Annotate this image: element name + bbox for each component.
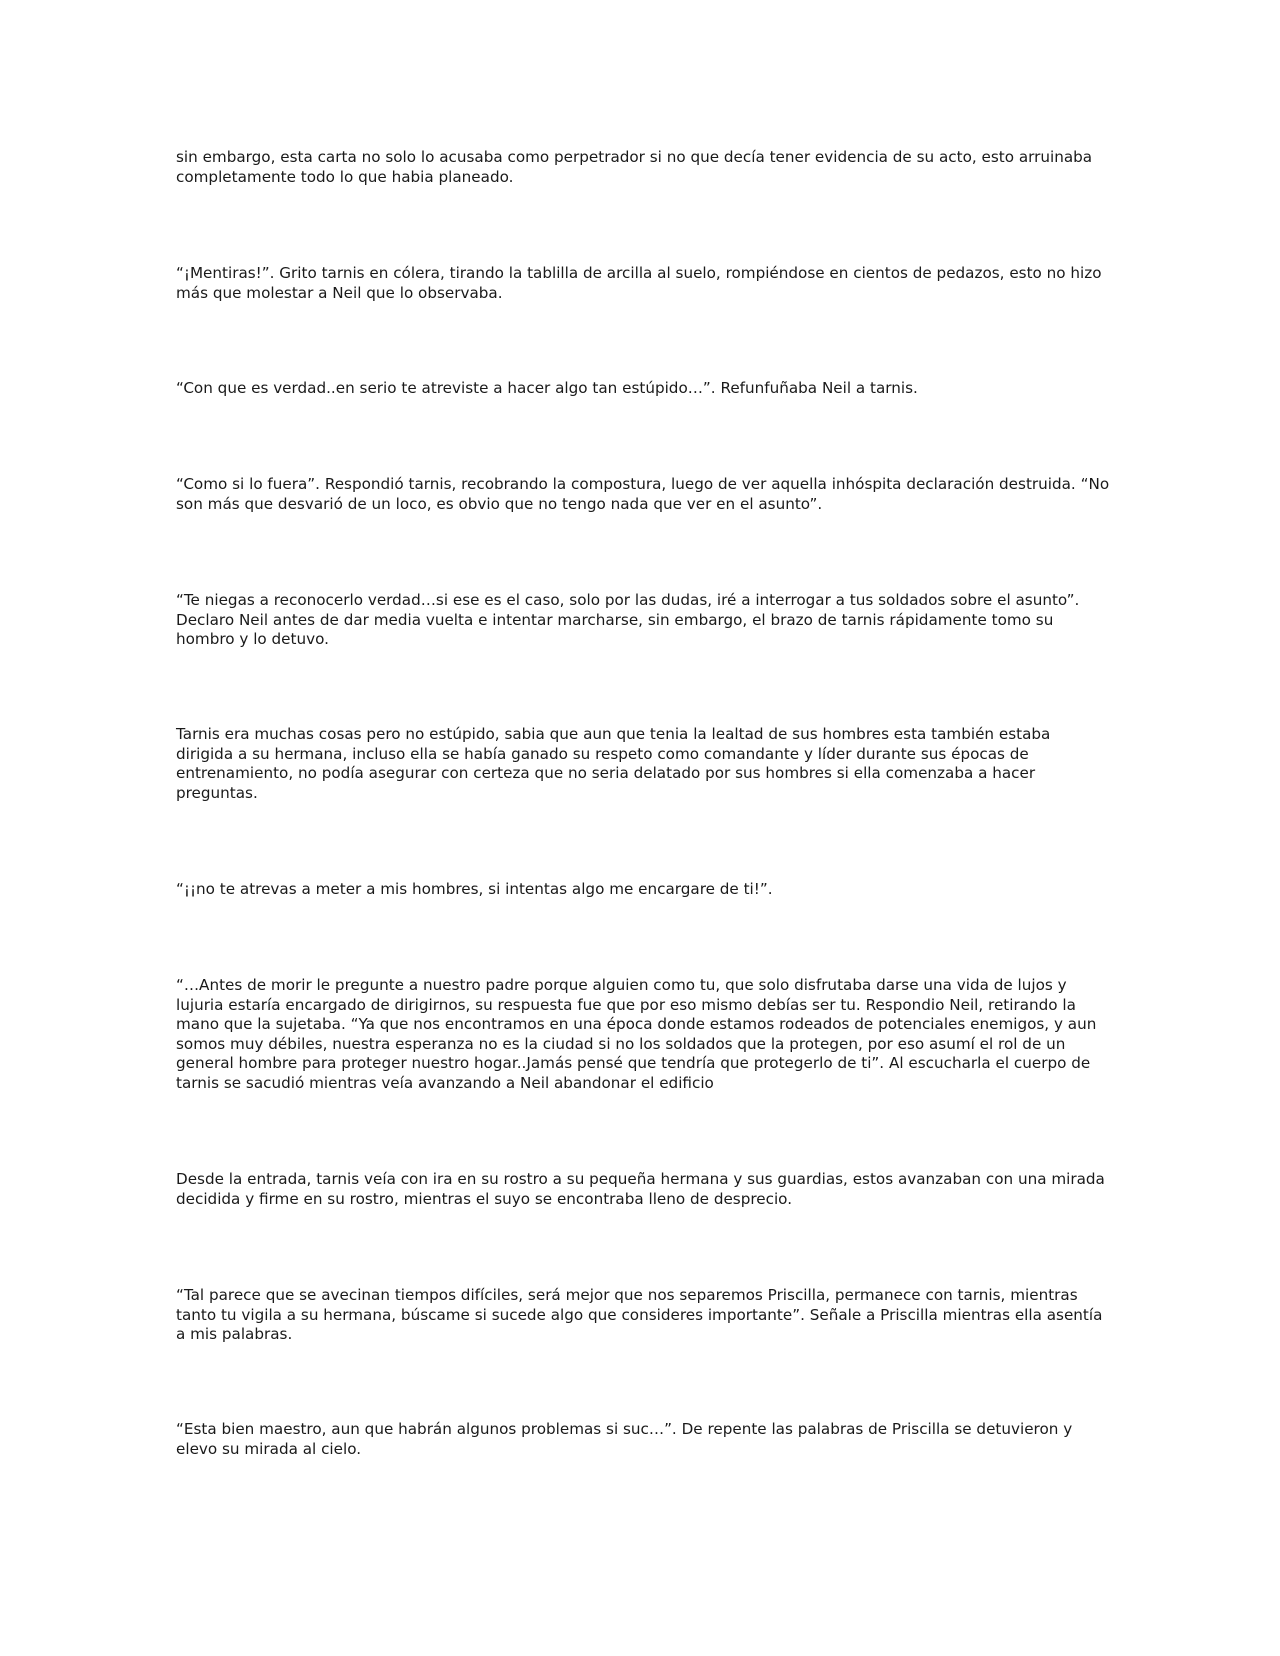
paragraph: “Tal parece que se avecinan tiempos difíciles, será mejor que nos separemos Priscilla, permanece con tarnis, mientras tanto tu vigila a su hermana, búscame si sucede algo que consideres importante”. Señale a Priscilla mientras ella asentía a mis palabras.: [176, 1286, 1103, 1343]
paragraph: “¡¡no te atrevas a meter a mis hombres, si intentas algo me encargare de ti!”.: [176, 880, 773, 898]
paragraph: Desde la entrada, tarnis veía con ira en su rostro a su pequeña hermana y sus guardias, estos avanzaban con una mirada decidida y firme en su rostro, mientras el suyo se encontraba lleno de desprecio.: [176, 1170, 1105, 1208]
paragraph: “¡Mentiras!”. Grito tarnis en cólera, tirando la tablilla de arcilla al suelo, rompiéndose en cientos de pedazos, esto no hizo más que molestar a Neil que lo observaba.: [176, 264, 1102, 302]
paragraph: “Te niegas a reconocerlo verdad…si ese es el caso, solo por las dudas, iré a interrogar a tus soldados sobre el asunto”. Declaro Neil antes de dar media vuelta e intentar marcharse, sin embargo, el brazo de tarnis rápidamente tomo su hombro y lo detuvo.: [176, 591, 1080, 648]
paragraph: “Con que es verdad..en serio te atreviste a hacer algo tan estúpido…”. Refunfuñaba Neil a tarnis.: [176, 379, 918, 397]
paragraph: Tarnis era muchas cosas pero no estúpido, sabia que aun que tenia la lealtad de sus hombres esta también estaba dirigida a su hermana, incluso ella se había ganado su respeto como comandante y líder durante sus épocas de entrenamiento, no podía asegurar con certeza que no seria delatado por sus hombres si ella comenzaba a hacer preguntas.: [176, 725, 1051, 802]
paragraph: sin embargo, esta carta no solo lo acusaba como perpetrador si no que decía tener evidencia de su acto, esto arruinaba completamente todo lo que habia planeado.: [176, 148, 1093, 186]
paragraph: “…Antes de morir le pregunte a nuestro padre porque alguien como tu, que solo disfrutaba darse una vida de lujos y lujuria estaría encargado de dirigirnos, su respuesta fue que por eso mismo debías ser tu. Respondio Neil, retirando la mano que la sujetaba. “Ya que nos encontramos en una época donde estamos rodeados de potenciales enemigos, y aun somos muy débiles, nuestra esperanza no es la ciudad si no los soldados que la protegen, por eso asumí el rol de un general hombre para proteger nuestro hogar..Jamás pensé que tendría que protegerlo de ti”. Al escucharla el cuerpo de tarnis se sacudió mientras veía avanzando a Neil abandonar el edificio: [176, 976, 1097, 1092]
paragraph: “Esta bien maestro, aun que habrán algunos problemas si suc…”. De repente las palabras de Priscilla se detuvieron y elevo su mirada al cielo.: [176, 1420, 1073, 1458]
paragraph: “Como si lo fuera”. Respondió tarnis, recobrando la compostura, luego de ver aquella inhóspita declaración destruida. “No son más que desvarió de un loco, es obvio que no tengo nada que ver en el asunto”.: [176, 475, 1110, 513]
